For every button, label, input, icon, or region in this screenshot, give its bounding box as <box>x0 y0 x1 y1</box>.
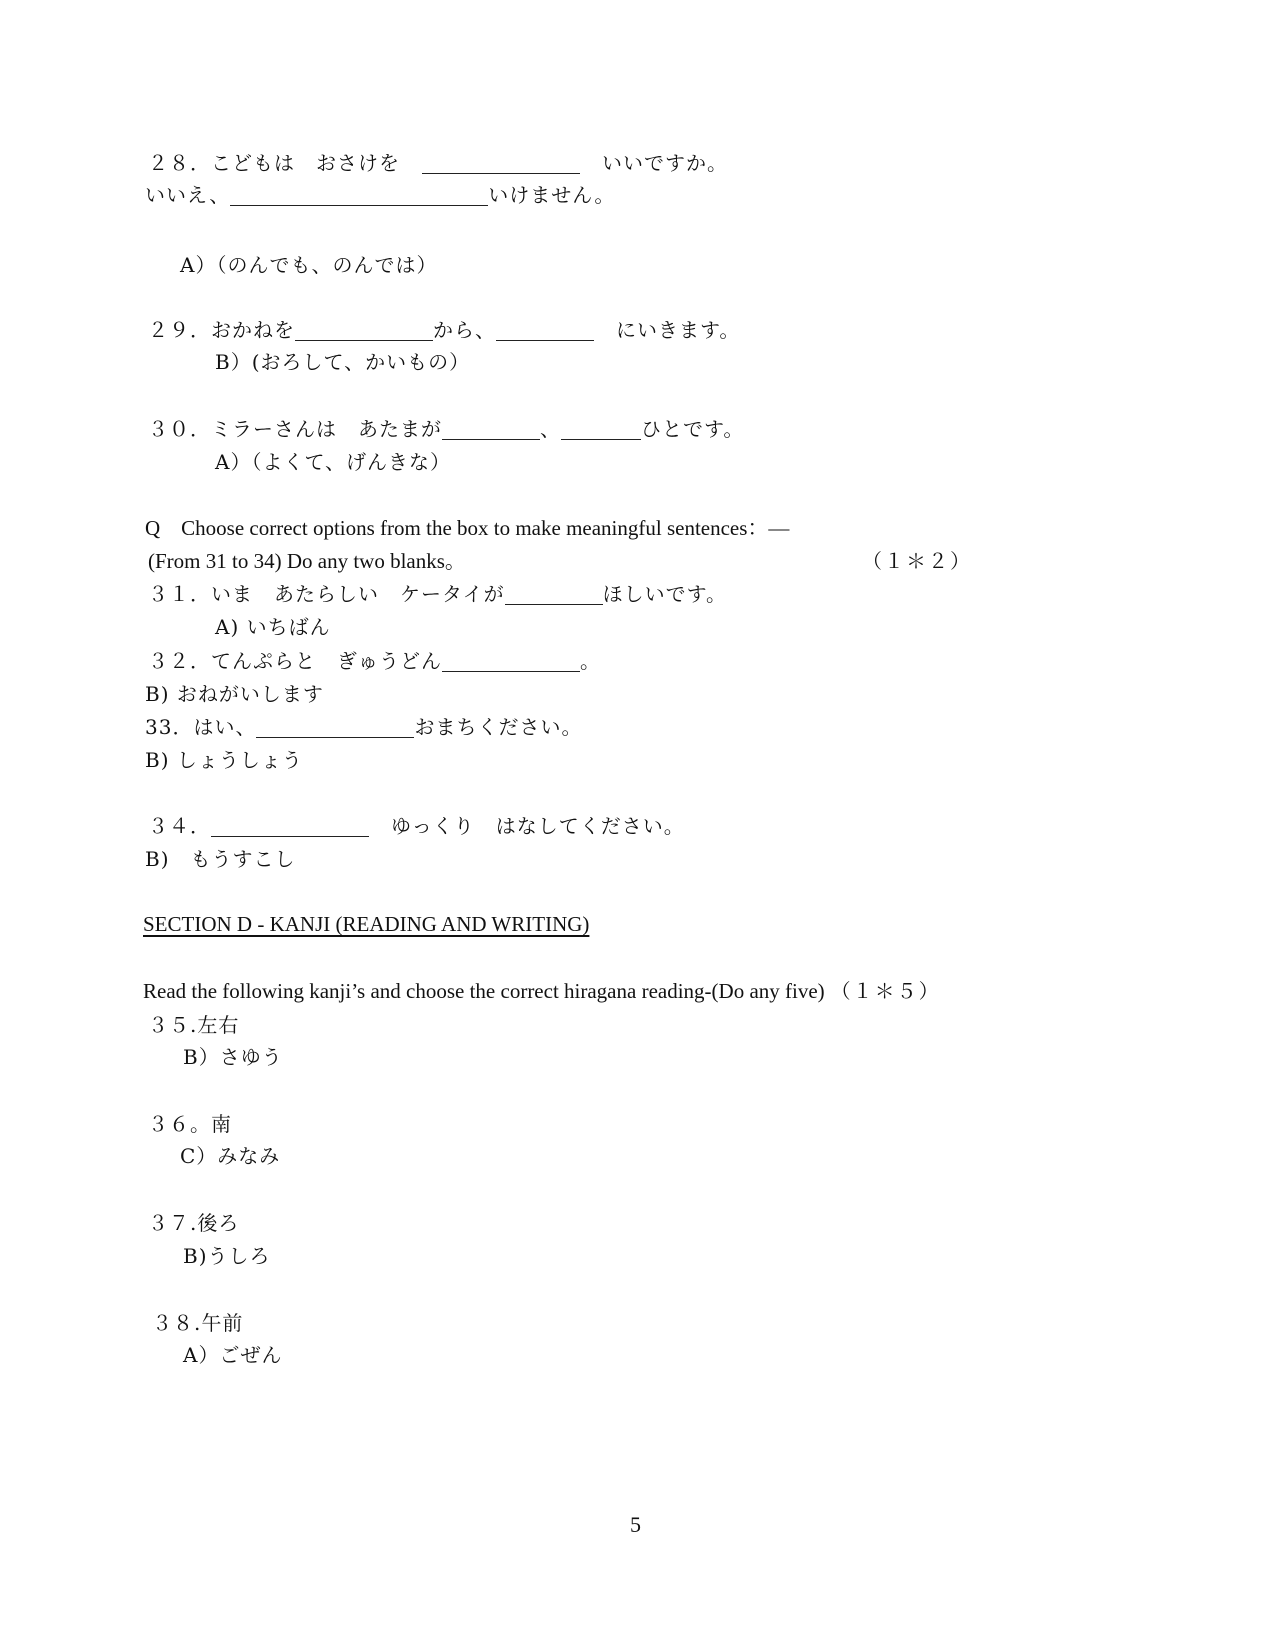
section-d-instruction-text: Read the following kanji’s and choose the correct hiragana reading-(Do any five) <box>143 979 825 1003</box>
q33-option: B) しょうしょう <box>145 748 303 772</box>
instruction-line-1: Q Choose correct options from the box to make meaningful sentences：— <box>145 516 790 540</box>
q35-option: B）さゆう <box>183 1045 283 1069</box>
q32-option: B) おねがいします <box>145 682 324 706</box>
q30-blank-1[interactable] <box>442 419 540 440</box>
q28-line2-text: いいえ、 <box>145 183 231 207</box>
q28-text-end: いいですか。 <box>602 151 728 175</box>
q36-line: ３６。南 <box>148 1112 232 1136</box>
q30-mid: 、 <box>540 417 561 441</box>
q28-option: A）（のんでも、のんでは） <box>180 253 438 277</box>
instruction-line-2: (From 31 to 34) Do any two blanks。 <box>148 549 466 573</box>
q30-line <box>148 416 744 442</box>
q33-text-end: おまちください。 <box>414 715 583 739</box>
q29-text-end: にいきます。 <box>616 318 741 342</box>
q32-text-end: 。 <box>580 649 601 673</box>
q30-option: A）（よくて、げんきな） <box>215 450 452 474</box>
q32-blank[interactable] <box>442 651 580 672</box>
q28-line2 <box>145 182 615 208</box>
q30-blank-2[interactable] <box>561 419 641 440</box>
q34-text-end: ゆっくり はなしてください。 <box>391 814 685 838</box>
q29-mid: から、 <box>433 318 496 342</box>
q34-text: ３４． <box>148 814 211 838</box>
q30-text-end: ひとです。 <box>641 417 745 441</box>
q35-line: ３５.左右 <box>148 1013 240 1037</box>
q28-line1 <box>148 150 728 176</box>
q33-blank[interactable] <box>256 717 414 738</box>
q38-option: A）ごぜん <box>183 1343 283 1367</box>
q31-text-end: ほしいです。 <box>602 582 728 606</box>
section-d-marks: （１＊５） <box>830 981 941 1003</box>
q33-line <box>145 714 582 740</box>
q31-option: A) いちばん <box>215 615 331 639</box>
q33-text: 33．はい、 <box>145 715 257 739</box>
q29-blank-2[interactable] <box>496 320 594 341</box>
q28-blank-2[interactable] <box>230 185 488 206</box>
q29-blank-1[interactable] <box>295 320 433 341</box>
q29-text: ２９．おかねを <box>148 318 295 342</box>
q38-line: ３８.午前 <box>152 1311 244 1335</box>
q30-text: ３０．ミラーさんは あたまが <box>148 417 442 441</box>
q29-option: B）(おろして、かいもの） <box>215 350 471 374</box>
q28-line2-end: いけません。 <box>488 183 616 207</box>
q31-line <box>148 581 727 607</box>
instruction-marks: （１＊２） <box>862 549 972 573</box>
q36-option: C）みなみ <box>180 1144 281 1168</box>
q37-line: ３７.後ろ <box>148 1211 240 1235</box>
q34-option: B) もうすこし <box>145 847 296 871</box>
q34-blank[interactable] <box>211 816 369 837</box>
page-number: 5 <box>630 1512 641 1537</box>
q34-line <box>148 813 685 839</box>
q32-line <box>148 648 601 674</box>
section-d-instruction <box>143 978 941 1005</box>
q28-text: ２８．こどもは おさけを <box>148 151 400 175</box>
q29-line <box>148 317 740 343</box>
q31-text: ３１．いま あたらしい ケータイが <box>148 582 505 606</box>
q31-blank[interactable] <box>505 584 603 605</box>
section-d-title: SECTION D - KANJI (READING AND WRITING) <box>143 912 590 936</box>
q28-blank-1[interactable] <box>422 153 580 174</box>
q32-text: ３２．てんぷらと ぎゅうどん <box>148 649 442 673</box>
q37-option: B)うしろ <box>183 1244 271 1268</box>
